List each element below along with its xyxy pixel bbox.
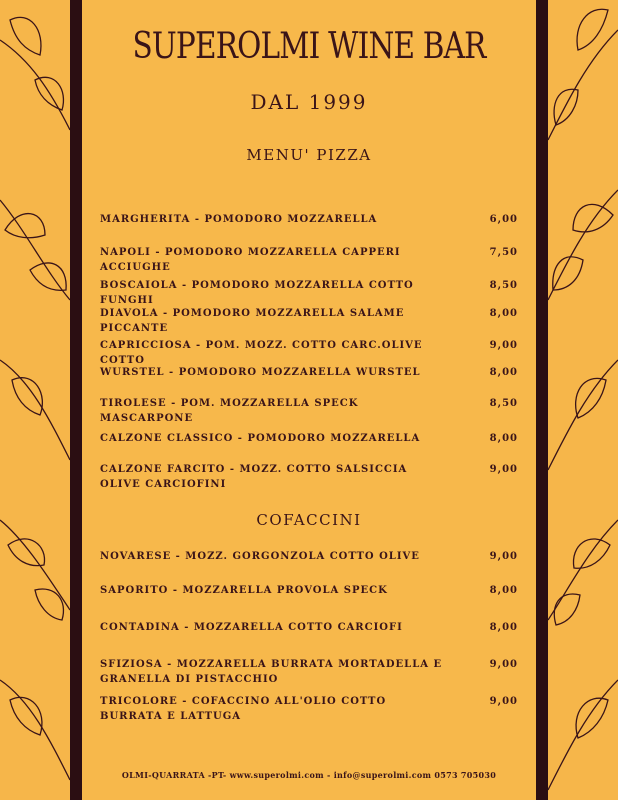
right-border-bar (536, 0, 548, 800)
item-name: TIROLESE - POM. MOZZARELLA SPECK MASCARPONE (100, 398, 359, 424)
menu-item (100, 694, 518, 724)
menu-item (100, 338, 518, 368)
item-name: CALZONE CLASSICO - POMODORO MOZZARELLA (100, 433, 421, 444)
item-price: 8,00 (489, 433, 518, 444)
section-title-pizza: MENU' PIZZA (246, 146, 372, 164)
item-name: CONTADINA - MOZZARELLA COTTO CARCIOFI (100, 622, 403, 633)
menu-item (100, 549, 518, 564)
established-subtitle: DAL 1999 (250, 90, 368, 114)
item-price: 9,00 (489, 551, 518, 562)
menu-item (100, 431, 518, 446)
menu-panel (82, 0, 536, 800)
item-name: SAPORITO - MOZZARELLA PROVOLA SPECK (100, 585, 388, 596)
menu-item (100, 657, 518, 687)
leaf-pattern-right (548, 0, 618, 800)
menu-item (100, 365, 518, 380)
item-price: 7,50 (489, 247, 518, 258)
item-price: 9,00 (489, 696, 518, 707)
item-name: CAPRICCIOSA - POM. MOZZ. COTTO CARC.OLIVE COTTO (100, 340, 423, 366)
left-border-bar (70, 0, 82, 800)
item-price: 9,00 (489, 659, 518, 670)
item-price: 8,00 (489, 622, 518, 633)
section-title-cofaccini: COFACCINI (256, 511, 362, 529)
item-name: DIAVOLA - POMODORO MOZZARELLA SALAME PICCANTE (100, 308, 405, 334)
item-name: CALZONE FARCITO - MOZZ. COTTO SALSICCIA OLIVE CARCIOFINI (100, 464, 408, 490)
menu-item (100, 245, 518, 275)
menu-item (100, 278, 518, 308)
item-price: 6,00 (489, 214, 518, 225)
item-name: NAPOLI - POMODORO MOZZARELLA CAPPERI ACCIUGHE (100, 247, 401, 273)
item-name: SFIZIOSA - MOZZARELLA BURRATA MORTADELLA E GRANELLA DI PISTACCHIO (100, 659, 443, 685)
item-price: 8,00 (489, 585, 518, 596)
item-name: MARGHERITA - POMODORO MOZZARELLA (100, 214, 378, 225)
item-price: 8,50 (489, 398, 518, 409)
menu-item (100, 396, 518, 426)
item-name: BOSCAIOLA - POMODORO MOZZARELLA COTTO FUNGHI (100, 280, 414, 306)
item-name: WURSTEL - POMODORO MOZZARELLA WURSTEL (100, 367, 421, 378)
item-price: 8,00 (489, 308, 518, 319)
restaurant-title: SUPEROLMI WINE BAR (132, 26, 486, 67)
menu-item (100, 462, 518, 492)
item-price: 9,00 (489, 340, 518, 351)
menu-item (100, 212, 518, 227)
menu-item (100, 306, 518, 336)
menu-item (100, 583, 518, 598)
menu-item (100, 620, 518, 635)
item-price: 9,00 (489, 464, 518, 475)
item-name: TRICOLORE - COFACCINO ALL'OLIO COTTO BURRATA E LATTUGA (100, 696, 387, 722)
leaf-pattern-left (0, 0, 70, 800)
item-price: 8,50 (489, 280, 518, 291)
footer-contact: OLMI-QUARRATA -PT- www.superolmi.com - info@superolmi.com 0573 705030 (121, 770, 497, 780)
item-price: 8,00 (489, 367, 518, 378)
item-name: NOVARESE - MOZZ. GORGONZOLA COTTO OLIVE (100, 551, 420, 562)
